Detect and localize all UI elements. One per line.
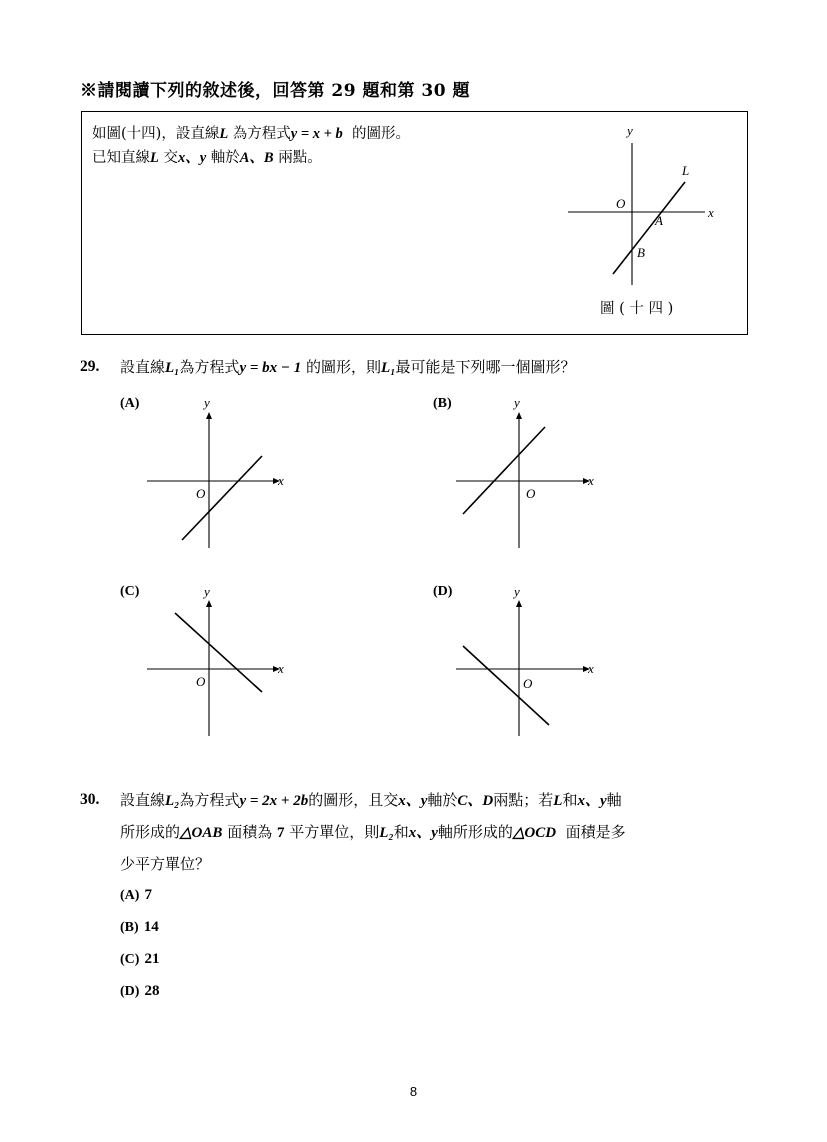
answer-value: 21 — [144, 951, 160, 967]
q30-text-part: 軸所形成的 — [437, 823, 513, 841]
intro-text-part: 為方程式 — [232, 126, 291, 142]
graph-a-label-y: y — [204, 395, 210, 410]
figure14-label-B: B — [637, 245, 645, 260]
q30-answer-c[interactable] — [120, 948, 160, 968]
q29-graph-d[interactable] — [456, 584, 594, 736]
axes-symbol: x、y — [177, 150, 207, 166]
intro-text-part: 如圖(十四)，設直線 — [92, 126, 220, 142]
q29-option-b-label[interactable]: (B) — [433, 396, 452, 411]
line-L2-symbol: L₂ — [165, 793, 180, 809]
graph-b-label-x: x — [588, 473, 594, 488]
q30-text-part: 軸於 — [427, 791, 458, 809]
line-L1-symbol: L₁ — [381, 360, 396, 376]
graph-c-label-x: x — [278, 661, 284, 676]
q30-line-2 — [120, 817, 760, 849]
q29-text-part: 為方程式 — [179, 358, 240, 376]
q29-text-part: 的圖形，則 — [306, 358, 382, 376]
graph-a-label-x: x — [278, 473, 284, 488]
page-number: 8 — [409, 1084, 418, 1099]
q30-text-part: 設直線 — [120, 791, 166, 809]
line-L2-symbol: L₂ — [379, 825, 394, 841]
intro-text-part: 已知直線 — [92, 150, 150, 166]
intro-text-part: 兩點。 — [278, 150, 322, 166]
graph-b-label-o: O — [526, 486, 536, 501]
answer-label: (C) — [120, 952, 140, 967]
figure14-label-A: A — [655, 213, 663, 228]
triangle-ocd: △OCD — [512, 825, 557, 841]
line-L-symbol: L — [219, 126, 229, 142]
intro-text-part: 軸於 — [210, 150, 240, 166]
answer-label: (A) — [120, 888, 140, 903]
graph-a-line — [182, 456, 262, 540]
graph-c-line — [175, 613, 262, 692]
q30-answer-a[interactable] — [120, 884, 152, 904]
q30-text-part: 和 — [393, 823, 409, 841]
graph-b-label-y: y — [514, 395, 520, 410]
q30-text-part: 面積是多 — [565, 823, 626, 841]
q30-text-part: 兩點；若 — [493, 791, 554, 809]
q30-answer-d[interactable] — [120, 980, 160, 1000]
q29-text-part: 設直線 — [120, 358, 166, 376]
q30-line-3: 少平方單位？ — [120, 855, 211, 873]
q29-graph-c[interactable] — [147, 584, 284, 736]
answer-label: (B) — [120, 920, 139, 935]
q29-graph-a[interactable] — [147, 395, 284, 548]
figure14-label-O: O — [616, 196, 626, 211]
figure14-label-y: y — [627, 123, 633, 138]
q30-number: 30. — [80, 791, 100, 808]
graph-d-label-x: x — [588, 661, 594, 676]
answer-value: 28 — [144, 983, 160, 999]
q29-text-part: 最可能是下列哪一個圖形？ — [395, 358, 576, 376]
axes-symbol: x、y — [408, 825, 438, 841]
q30-text-part: 面積為 — [227, 823, 273, 841]
q30-text-part: 軸 — [606, 791, 622, 809]
q30-text — [120, 785, 760, 880]
q30-text-part: 所形成的 — [120, 823, 181, 841]
answer-value: 7 — [144, 887, 153, 903]
axes-symbol: x、y — [577, 793, 607, 809]
equation-L: y = x + b — [290, 126, 343, 142]
q29-graph-b[interactable] — [456, 395, 594, 548]
axes-symbol: x、y — [398, 793, 428, 809]
q29-option-a-label[interactable]: (A) — [120, 396, 140, 411]
q29-number: 29. — [80, 358, 100, 375]
graph-b-y-arrow — [516, 412, 522, 419]
section-heading: ※請閱讀下列的敘述後，回答第 29 題和第 30 題 — [80, 81, 470, 101]
q30-text-part: 為方程式 — [179, 791, 240, 809]
points-symbol: C、D — [457, 793, 494, 809]
triangle-oab: △OAB — [180, 825, 223, 841]
answer-value: 14 — [143, 919, 159, 935]
q29-option-c-label[interactable]: (C) — [120, 584, 140, 599]
graph-d-line — [463, 646, 549, 725]
points-symbol: A、B — [239, 150, 274, 166]
graph-c-label-o: O — [196, 674, 206, 689]
q30-text-part: 的圖形，且交 — [308, 791, 399, 809]
q30-text-part: 和 — [562, 791, 578, 809]
graph-d-label-y: y — [514, 584, 520, 599]
equation-L1: y = bx − 1 — [239, 360, 302, 376]
graph-a-label-o: O — [196, 486, 206, 501]
q29-option-d-label[interactable]: (D) — [433, 584, 453, 599]
figure14-label-x: x — [708, 205, 714, 220]
equation-L2: y = 2x + 2b — [239, 793, 309, 809]
line-L-symbol: L — [150, 150, 159, 166]
q30-answer-b[interactable] — [120, 916, 159, 936]
graph-d-label-o: O — [523, 676, 533, 691]
graph-c-label-y: y — [204, 584, 210, 599]
figure14-caption: 圖 ( 十 四 ) — [600, 301, 674, 317]
area-value: 7 — [276, 825, 285, 841]
graph-a-y-arrow — [206, 412, 212, 419]
line-L-symbol: L — [553, 793, 563, 809]
q30-text-part: 平方單位，則 — [289, 823, 380, 841]
q30-line-1 — [120, 785, 760, 817]
figure14-label-L: L — [682, 163, 690, 178]
graph-c-y-arrow — [206, 600, 212, 607]
answer-label: (D) — [120, 984, 140, 999]
intro-text-part: 交 — [163, 150, 178, 166]
graph-d-y-arrow — [516, 600, 522, 607]
line-L1-symbol: L₁ — [165, 360, 180, 376]
intro-text-part: 的圖形。 — [351, 126, 410, 142]
